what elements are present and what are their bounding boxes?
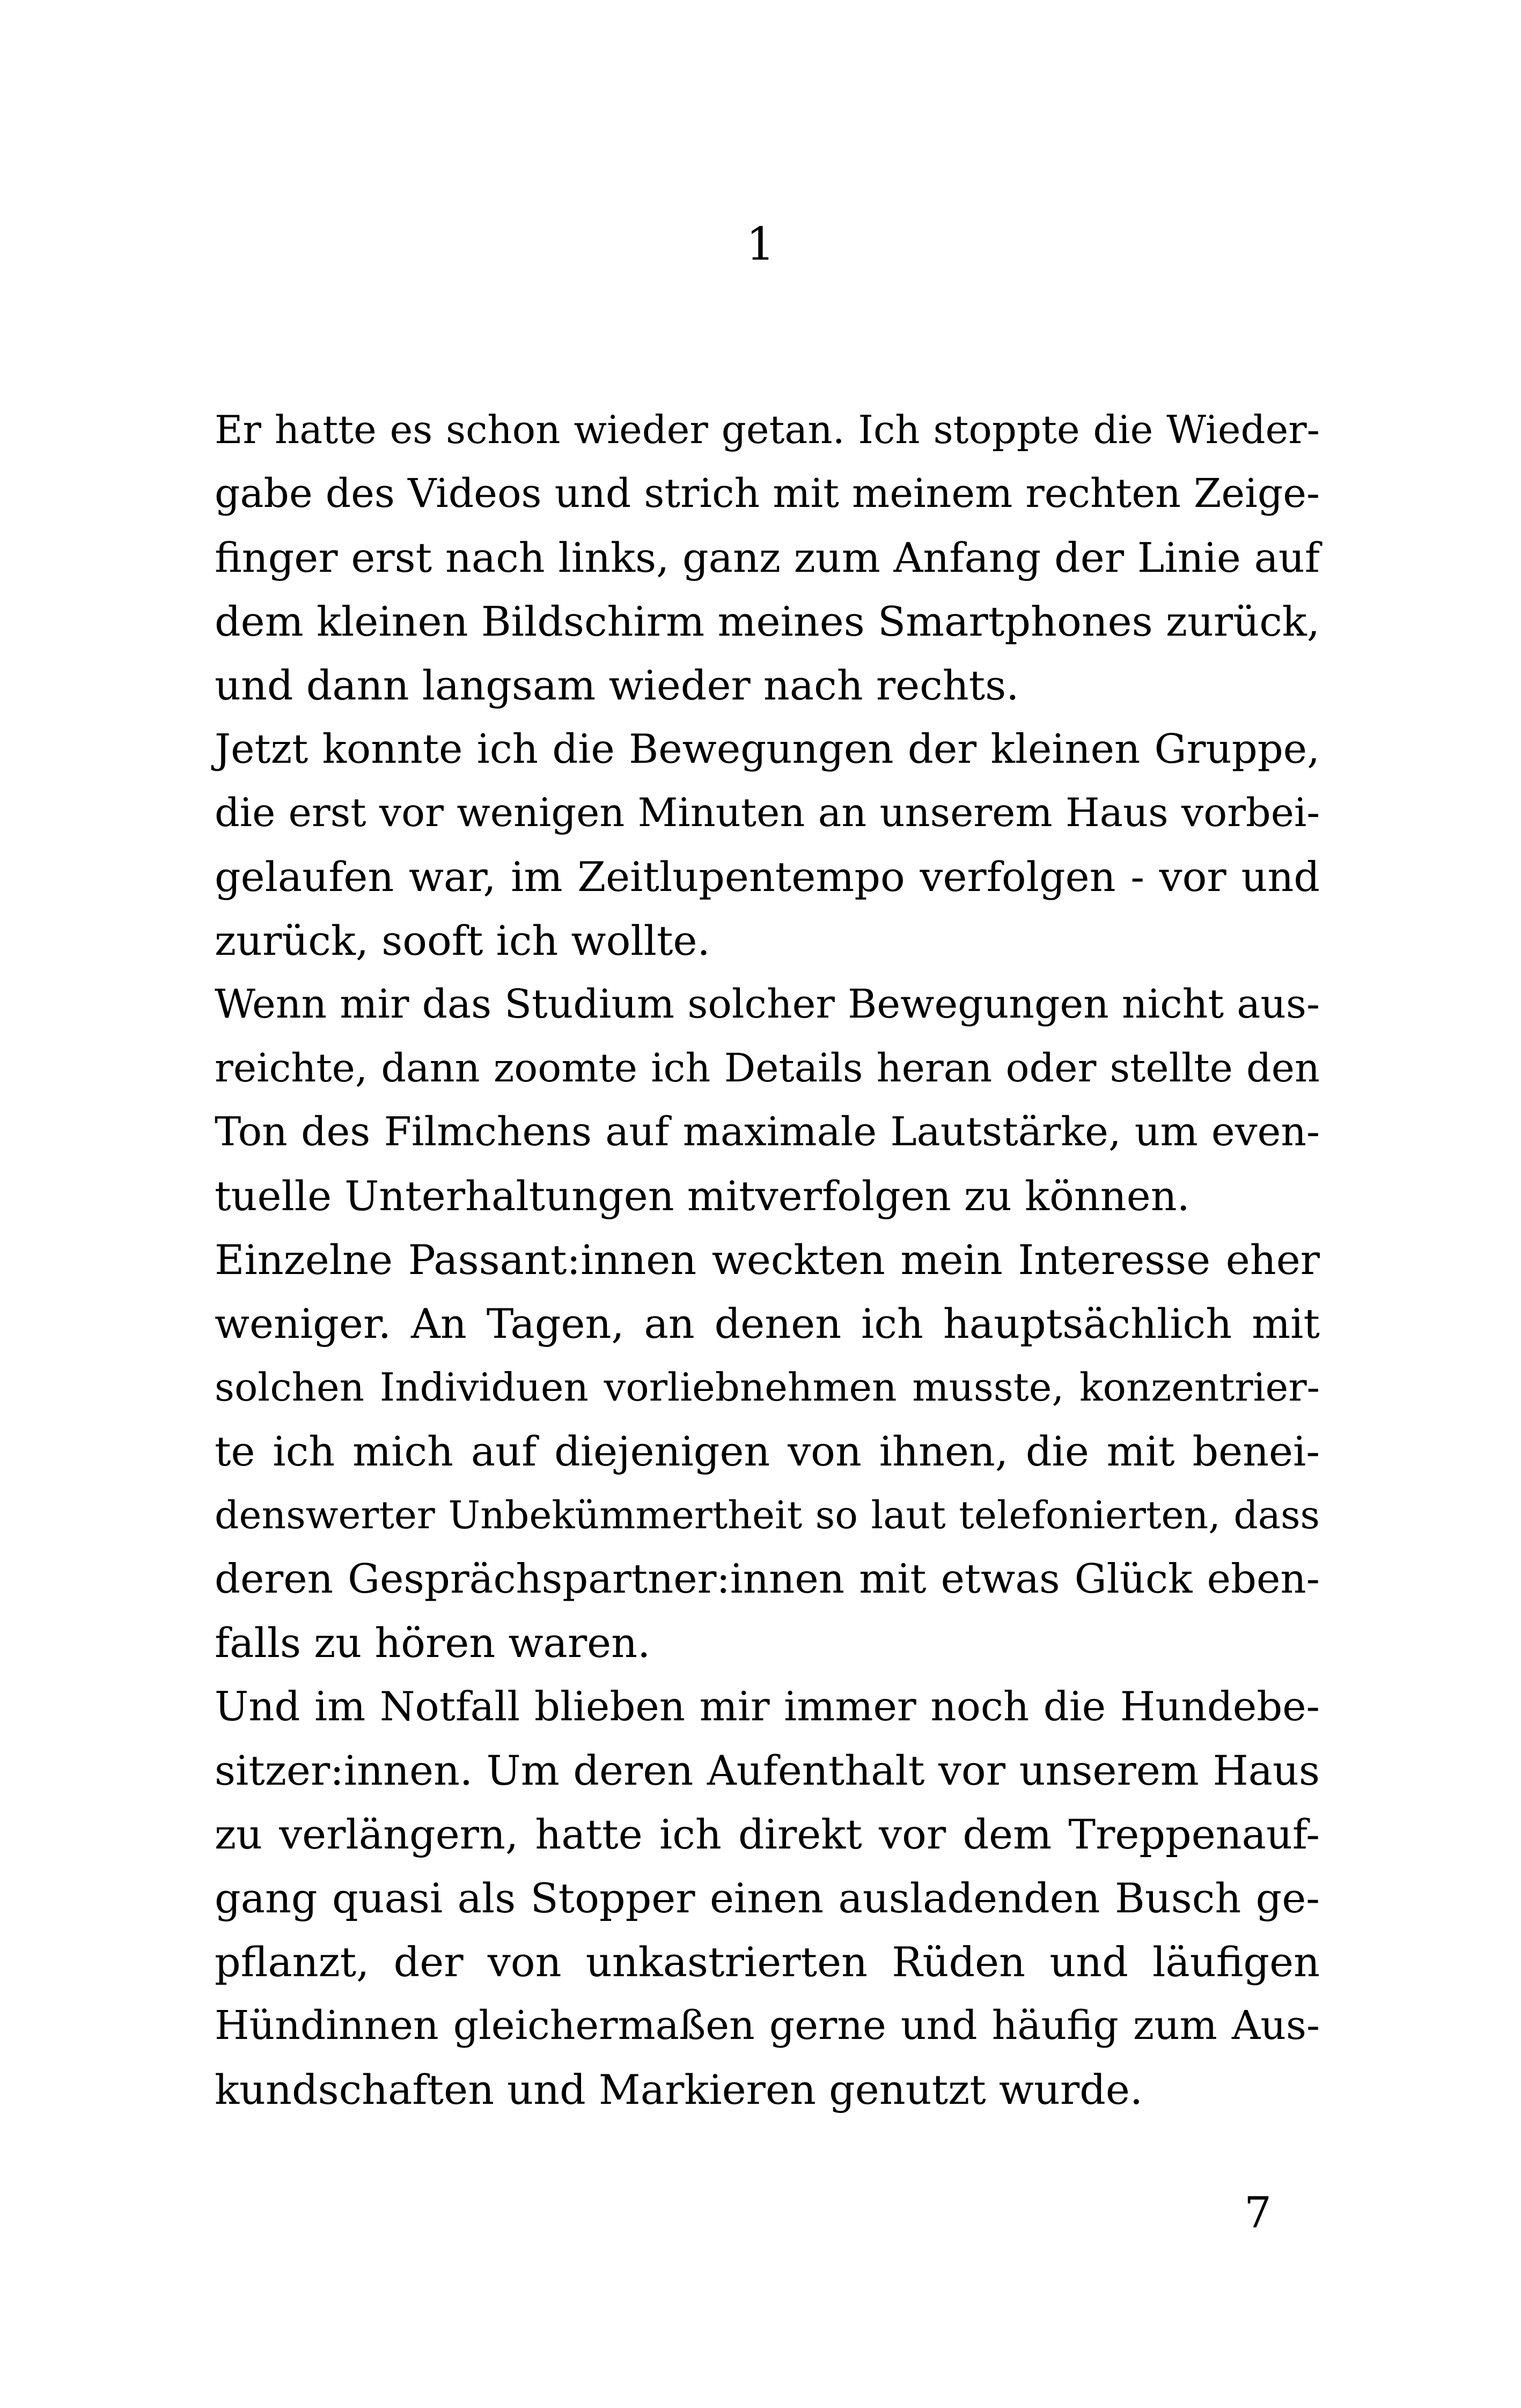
text-line: gelaufen war, im Zeitlupentempo verfolgen - vor und: [215, 853, 1320, 901]
text-line: Er hatte es schon wieder getan. Ich stoppte die Wieder-: [215, 407, 1320, 452]
text-line: pflanzt, der von unkastrierten Rüden und läufigen: [215, 1938, 1320, 1986]
text-line: gang quasi als Stopper einen ausladenden Busch ge-: [215, 1874, 1320, 1922]
text-line: dem kleinen Bildschirm meines Smartphones zurück,: [215, 598, 1320, 645]
text-line: kundschaften und Markieren genutzt wurde.: [215, 2066, 1143, 2114]
text-line: finger erst nach links, ganz zum Anfang der Linie auf: [215, 534, 1320, 581]
text-line: und dann langsam wieder nach rechts.: [215, 661, 1019, 709]
text-line: reichte, dann zoomte ich Details heran oder stellte den: [215, 1045, 1320, 1091]
body-text: [215, 398, 1320, 2122]
text-line: die erst vor wenigen Minuten an unserem Haus vorbei-: [215, 790, 1320, 836]
text-line: deren Gesprächspartner:innen mit etwas Glück eben-: [215, 1555, 1320, 1602]
text-line: falls zu hören waren.: [215, 1619, 651, 1667]
text-line: Einzelne Passant:innen weckten mein Interesse eher: [215, 1236, 1320, 1284]
text-line: gabe des Videos und strich mit meinem rechten Zeige-: [215, 470, 1320, 517]
text-line: Hündinnen gleichermaßen gerne und häufig zum Aus-: [215, 2002, 1320, 2049]
text-line: sitzer:innen. Um deren Aufenthalt vor unserem Haus: [215, 1747, 1320, 1794]
text-line: denswerter Unbekümmertheit so laut telefonierten, dass: [215, 1493, 1320, 1537]
text-line: zurück, sooft ich wollte.: [215, 917, 710, 964]
chapter-number: 1: [746, 218, 775, 270]
text-line: tuelle Unterhaltungen mitverfolgen zu können.: [215, 1172, 1190, 1220]
page-number: 7: [1244, 2188, 1272, 2237]
text-line: weniger. An Tagen, an denen ich hauptsächlich mit: [215, 1300, 1320, 1347]
text-line: Und im Notfall blieben mir immer noch die Hundebe-: [215, 1683, 1320, 1730]
text-line: zu verlängern, hatte ich direkt vor dem Treppenauf-: [215, 1810, 1320, 1858]
text-line: Jetzt konnte ich die Bewegungen der kleinen Gruppe,: [215, 725, 1320, 772]
text-line: Ton des Filmchens auf maximale Lautstärke, um even-: [215, 1109, 1320, 1155]
text-line: solchen Individuen vorliebnehmen musste, konzentrier-: [215, 1365, 1320, 1410]
text-line: Wenn mir das Studium solcher Bewegungen nicht aus-: [215, 981, 1320, 1027]
text-line: te ich mich auf diejenigen von ihnen, die mit benei-: [215, 1427, 1320, 1475]
